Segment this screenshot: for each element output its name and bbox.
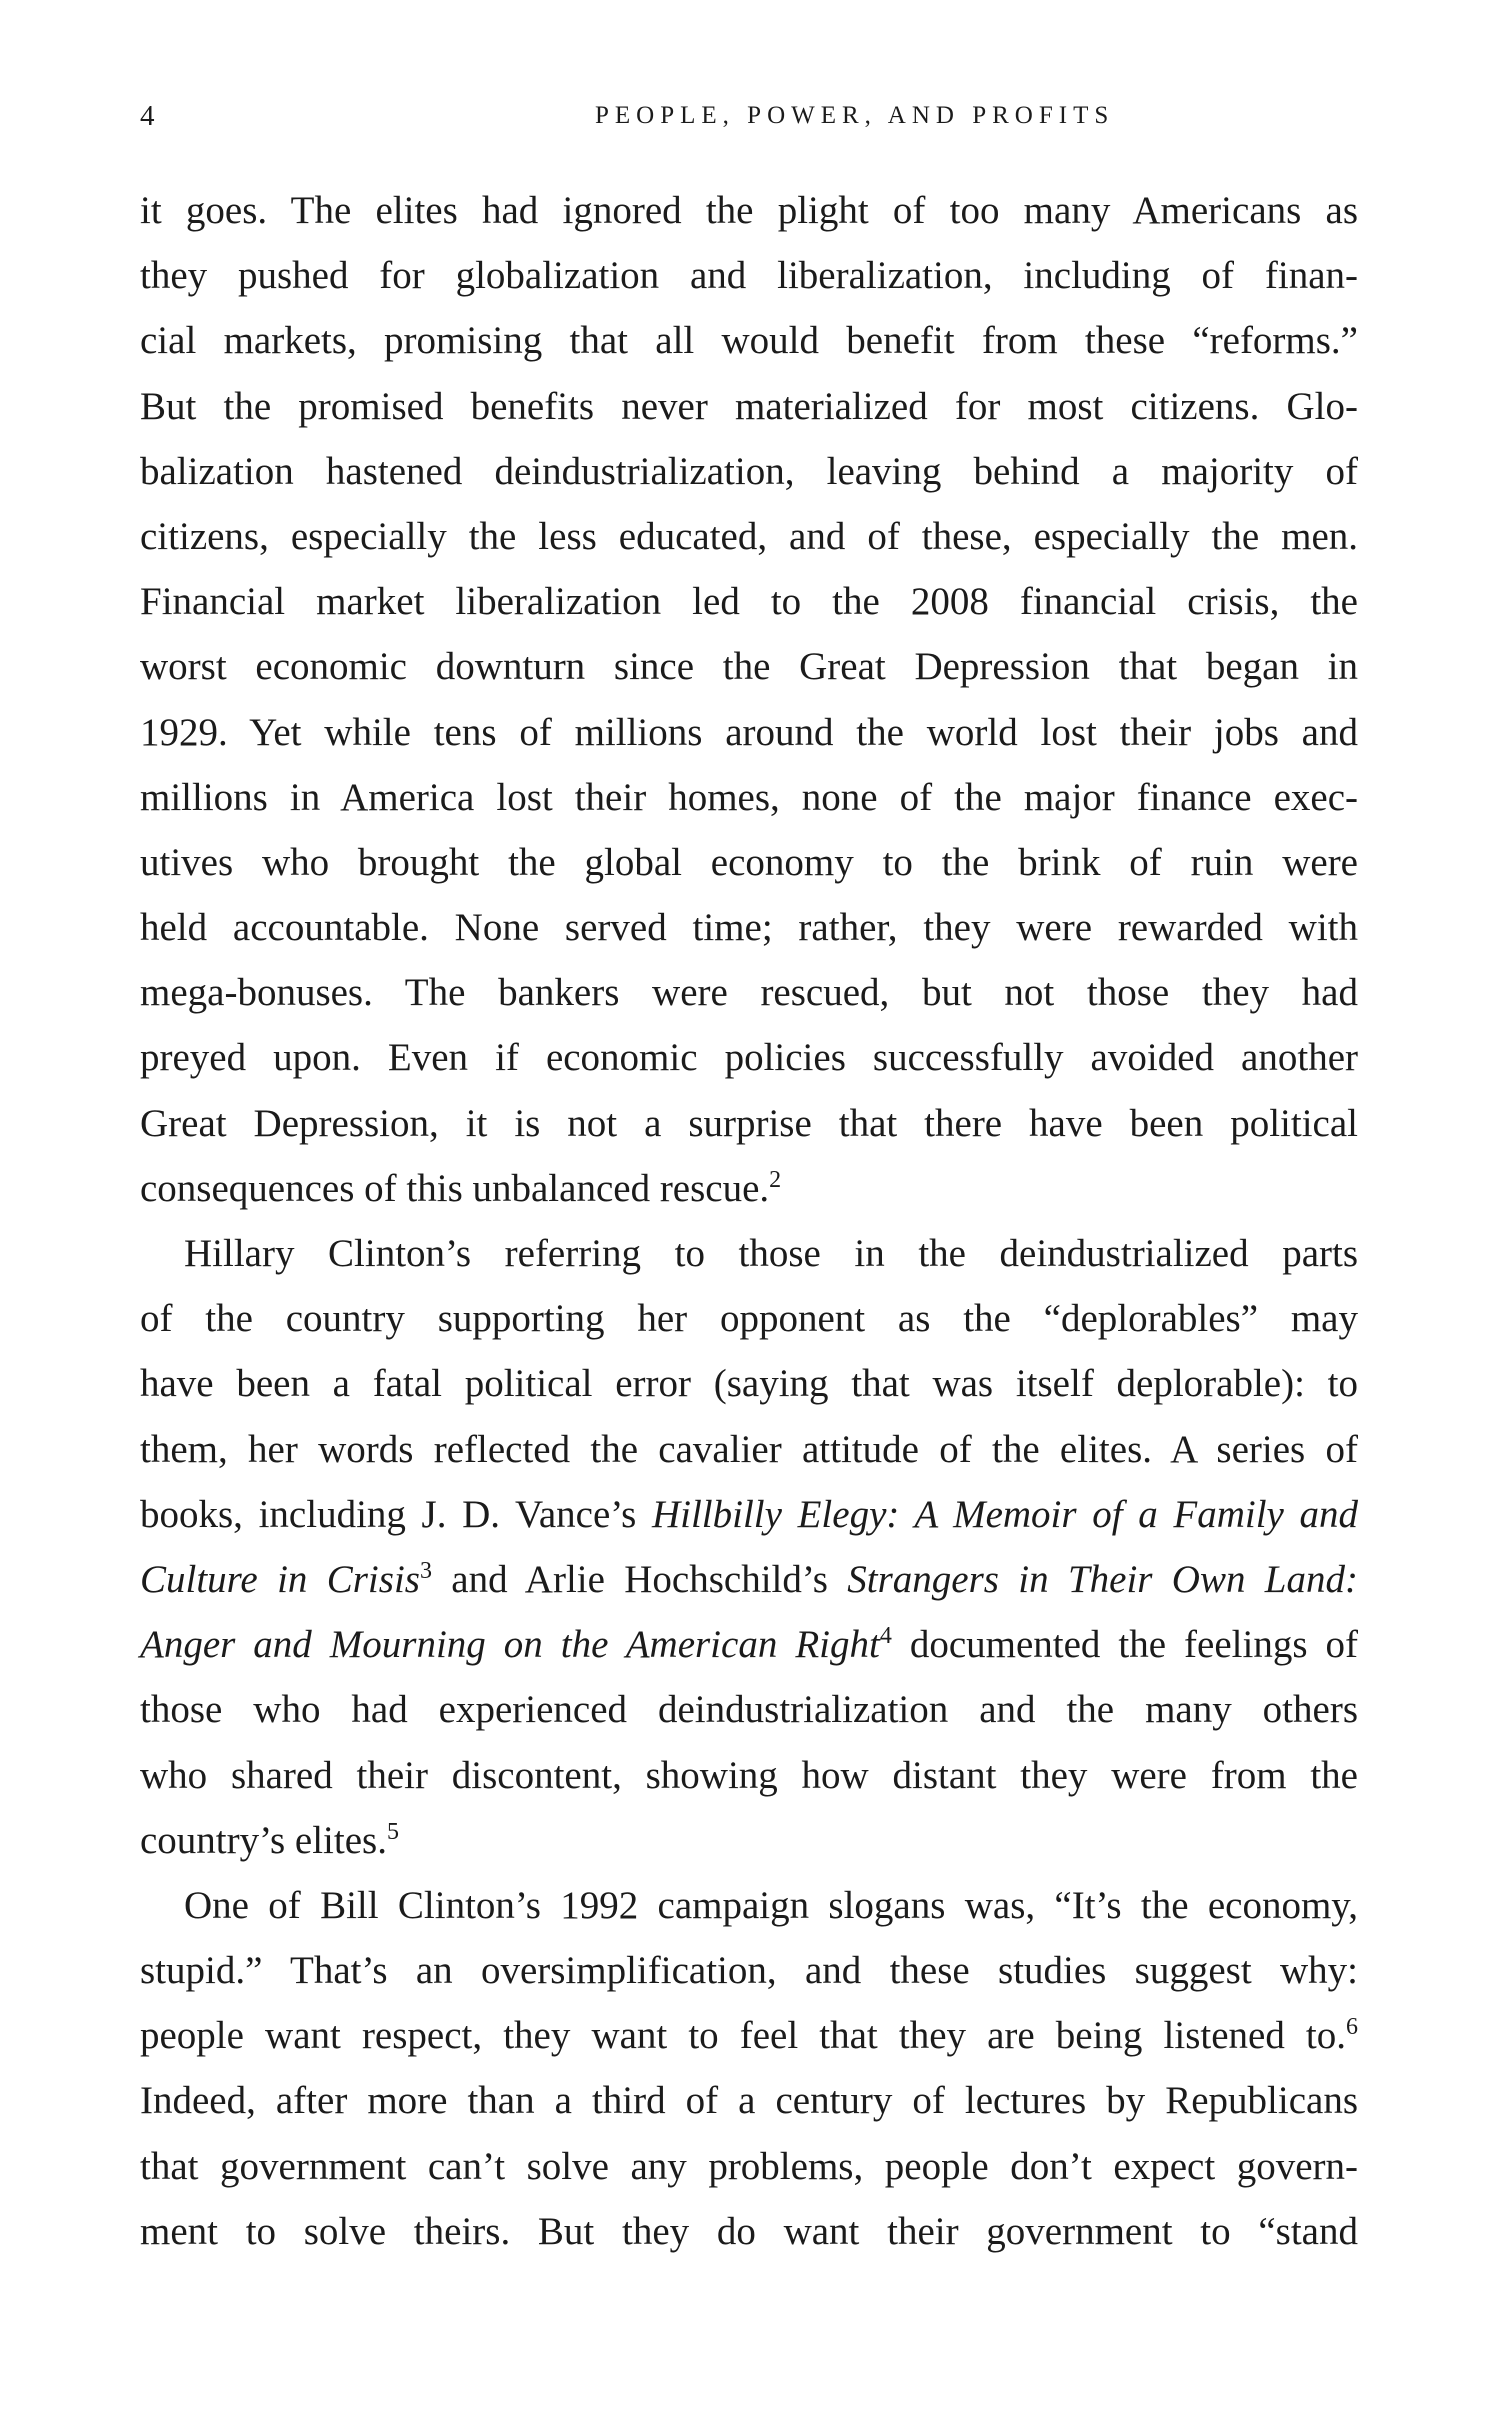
text-line: But the promised benefits never materialized for most citizens. Glo- <box>140 384 1358 428</box>
text-line: One of Bill Clinton’s 1992 campaign slogans was, “It’s the economy, <box>184 1883 1358 1927</box>
line-text: country’s elites. <box>140 1818 387 1862</box>
text-line <box>140 1482 1358 1547</box>
footnote-ref-6[interactable]: 6 <box>1346 2014 1358 2041</box>
text-line: who shared their discontent, showing how distant they were from the <box>140 1753 1358 1797</box>
text-line <box>140 1612 1358 1677</box>
line-text: and Arlie Hochschild’s <box>431 1557 848 1601</box>
running-head: PEOPLE, POWER, AND PROFITS <box>595 102 1115 129</box>
body-text <box>140 178 1358 2264</box>
book-title-hillbilly-elegy-cont: Culture in Crisis <box>140 1557 420 1601</box>
text-line: Financial market liberalization led to the 2008 financial crisis, the <box>140 580 1358 624</box>
text-line <box>140 1808 1358 1873</box>
footnote-ref-2[interactable]: 2 <box>769 1166 782 1193</box>
text-line: it goes. The elites had ignored the plight of too many Americans as <box>140 189 1358 232</box>
book-title-hillbilly-elegy: Hillbilly Elegy: A Memoir of a Family and <box>651 1492 1358 1536</box>
text-line <box>140 1156 1358 1221</box>
footnote-ref-3[interactable]: 3 <box>419 1557 432 1584</box>
text-line: worst economic downturn since the Great Depression that began in <box>140 645 1358 689</box>
text-line: those who had experienced deindustrialization and the many others <box>140 1688 1358 1732</box>
paragraph-3 <box>140 1873 1358 2264</box>
text-line: Indeed, after more than a third of a century of lectures by Republicans <box>140 2079 1358 2123</box>
footnote-ref-4[interactable]: 4 <box>879 1623 892 1650</box>
book-title-strangers: Strangers in Their Own Land: <box>847 1557 1358 1601</box>
paragraph-2 <box>140 1221 1358 1873</box>
paragraph-1 <box>140 178 1358 1221</box>
text-line: they pushed for globalization and liberalization, including of finan- <box>140 254 1358 298</box>
text-line: millions in America lost their homes, none of the major finance exec- <box>140 775 1358 819</box>
text-line: that government can’t solve any problems, people don’t expect govern- <box>140 2144 1358 2188</box>
line-text: people want respect, they want to feel that they are being listened to. <box>140 2014 1346 2058</box>
text-line: Great Depression, it is not a surprise that there have been political <box>140 1101 1358 1145</box>
page-number: 4 <box>140 100 155 132</box>
line-text: consequences of this unbalanced rescue. <box>140 1166 770 1210</box>
book-title-strangers-cont: Anger and Mourning on the American Right <box>140 1623 880 1667</box>
page-header <box>140 96 1360 136</box>
text-line <box>140 2003 1358 2068</box>
text-line: mega-bonuses. The bankers were rescued, but not those they had <box>140 971 1358 1015</box>
text-line: ment to solve theirs. But they do want their government to “stand <box>140 2209 1358 2253</box>
text-line: cial markets, promising that all would benefit from these “reforms.” <box>140 319 1358 363</box>
text-line: held accountable. None served time; rather, they were rewarded with <box>140 906 1358 950</box>
text-line: utives who brought the global economy to the brink of ruin were <box>140 840 1358 884</box>
text-line <box>140 1547 1358 1612</box>
text-line: have been a fatal political error (saying that was itself deplorable): to <box>140 1362 1358 1406</box>
footnote-ref-5[interactable]: 5 <box>386 1818 399 1845</box>
line-text: books, including J. D. Vance’s <box>140 1492 652 1536</box>
text-line: Hillary Clinton’s referring to those in the deindustrialized parts <box>184 1232 1358 1275</box>
text-line: citizens, especially the less educated, and of these, especially the men. <box>140 514 1358 558</box>
text-line: balization hastened deindustrialization, leaving behind a majority of <box>140 449 1358 493</box>
text-line: preyed upon. Even if economic policies successfully avoided another <box>140 1036 1358 1080</box>
text-line: 1929. Yet while tens of millions around the world lost their jobs and <box>140 710 1358 754</box>
text-line: of the country supporting her opponent as the “deplorables” may <box>140 1297 1358 1341</box>
text-line: them, her words reflected the cavalier attitude of the elites. A series of <box>140 1427 1358 1471</box>
line-text: documented the feelings of <box>891 1623 1358 1667</box>
text-line: stupid.” That’s an oversimplification, and these studies suggest why: <box>140 1949 1358 1993</box>
